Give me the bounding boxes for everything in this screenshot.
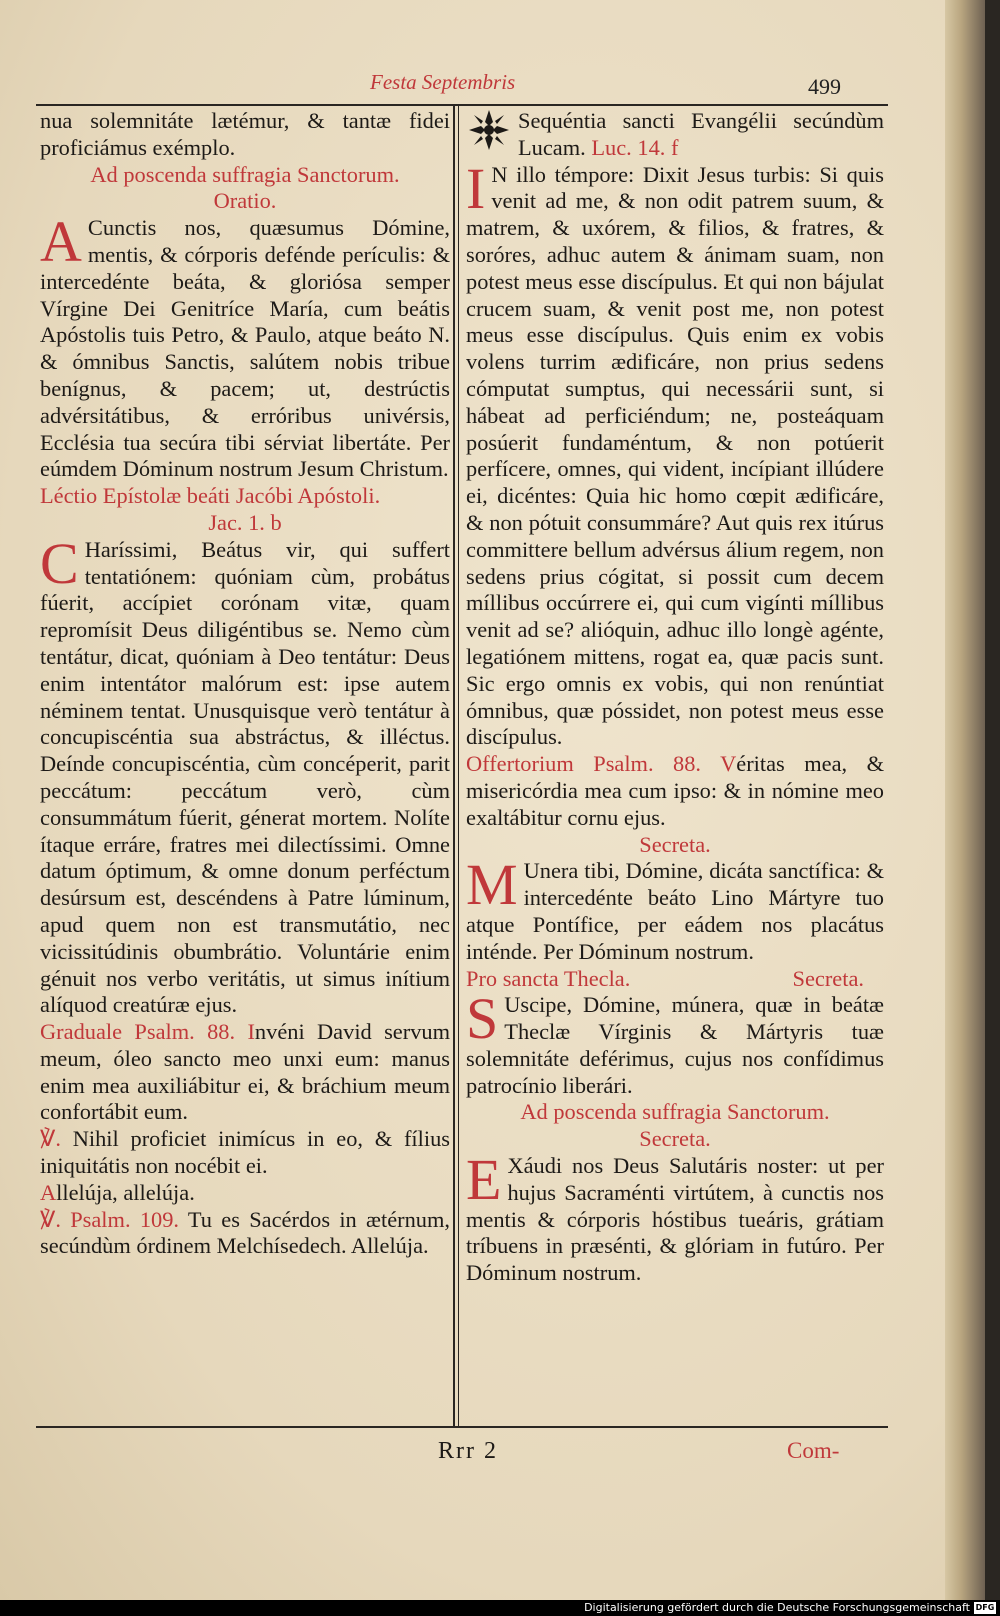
graduale-text: nvéni David servum meum, óleo sancto meo unxi eum: manus enim mea auxiliábitur ei, & bráchium meum confortábit eum.	[40, 1019, 451, 1125]
alleluia-initial: A	[40, 1179, 57, 1205]
page-edge	[945, 0, 985, 1600]
alleluia-text: llelúja, allelúja.	[56, 1179, 195, 1205]
suffrage-heading-right: Ad poscenda suffragia Sanctorum.	[520, 1099, 830, 1125]
versicle-1	[40, 1126, 450, 1180]
gospel-reference: Luc. 14. f	[591, 134, 679, 160]
versicle-1-text: Nihil proficiet inimícus in eo, & fílius iniquitátis non nocébit ei.	[40, 1126, 450, 1179]
offertorium-label: Offertorium Psalm. 88.	[466, 751, 702, 777]
drop-cap-i: I	[466, 155, 486, 221]
drop-cap-m: M	[466, 852, 518, 918]
right-column	[466, 108, 884, 1287]
top-rule	[36, 104, 888, 106]
graduale-label: Graduale Psalm. 88.	[40, 1019, 236, 1045]
drop-cap-e: E	[466, 1147, 502, 1213]
running-title: Festa Septembris	[370, 70, 516, 94]
offertorium-text: éritas mea, & misericórdia mea cum ipso: & in nómine meo exaltábitur cornu ejus.	[466, 751, 884, 830]
offertorium	[466, 751, 884, 831]
gospel-body: N illo témpore: Dixit Jesus turbis: Si quis venit ad me, & non odit patrem suum, & matrem, & uxórem, & filios, & fratres, & soróres, adhuc autem & ánimam suam, non potest meus esse discípulus. Et qui non bájulat crucem suam, & venit post me, non potest meus esse discípulus. Quis enim ex vobis volens turrim ædificáre, non prius sedens cómputat sumptus, qui necessárii sunt, si hábeat ad perficiéndum; ne, posteáquam posúerit fundaméntum, & non potúerit perfícere, omnes, qui vident, incípiant illúdere ei, dicéntes: Quia hic homo cœpit ædificáre, & non pótuit consummáre? Aut quis rex itúrus committere bellum advérsus álium regem, non sedens prius cógitat, si possit cum decem míllibus occúrrere ei, qui cum vigínti míllibus venit ad se? alióquin, adhuc illo longè agénte, legatiónem mittens, rogat ea, quæ pacis sunt. Sic ergo omnis ex vobis, qui non renúntiat ómnibus, quæ póssidet, non potest meus esse discípulus.	[466, 161, 884, 750]
versicle-1-label: ℣.	[40, 1126, 61, 1152]
secreta-3-text	[466, 1147, 884, 1287]
secreta-2-body: Uscipe, Dómine, múnera, quæ in beátæ Theclæ Vírginis & Mártyris tuæ solemnitáte deférimus, cujus nos confídimus patrocínio liberári.	[466, 992, 884, 1098]
column-divider	[453, 104, 455, 1428]
lectio-body: Haríssimi, Beátus vir, qui suffert tentatiónem: quóniam cùm, probátus fúerit, accípiet corónam vitæ, quam repromísit Deus diligéntibus se. Nemo cùm tentátur, dicat, quóniam à Deo tentátur: Deus enim intentátor malórum est: ipse autem néminem tentat. Unusquisque verò tentátur à concupiscéntia sua abstráctus, & illéctus. Deínde concupiscéntia, cùm concéperit, parit peccátum: peccátum verò, cùm consummátum fúerit, génerat mortem. Nolíte ítaque erráre, fratres mei dilectíssimi. Omne datum óptimum, & omne donum perféctum desúrsum est, descéndens à Patre lúminum, apud quem non est transmutátio, nec vicissitúdinis obumbrátio. Voluntárie enim génuit nos verbo veritátis, ut simus inítium alíquod creatúræ ejus.	[40, 536, 450, 1018]
secreta-1-text	[466, 852, 884, 965]
catchword: Com-	[787, 1438, 840, 1463]
oratio-heading: Oratio.	[213, 188, 277, 214]
digitization-credit: Digitalisierung gefördert durch die Deutsche Forschungsgemeinschaft	[584, 1601, 970, 1614]
alleluia	[40, 1180, 450, 1207]
graduale	[40, 1019, 450, 1126]
secreta-heading-2: Secreta.	[792, 965, 864, 991]
secreta-heading-1: Secreta.	[639, 831, 711, 857]
gospel-text	[466, 155, 884, 752]
continued-text: nua solemnitáte lætémur, & tantæ fidei proficiámus exémplo.	[40, 108, 450, 160]
secreta-2-text	[466, 986, 884, 1099]
lectio-heading: Léctio Epístolæ beáti Jacóbi Apóstoli.	[40, 483, 381, 509]
gospel-heading	[466, 108, 884, 162]
signature-mark: Rrr 2	[438, 1438, 498, 1464]
thecla-heading: Pro sancta Thecla.	[466, 965, 631, 991]
drop-cap-s: S	[466, 986, 499, 1052]
oratio-text	[40, 209, 450, 483]
drop-cap-c: C	[40, 530, 79, 596]
graduale-initial: I	[247, 1019, 255, 1045]
versicle-2-label: ℣. Psalm. 109.	[40, 1206, 180, 1232]
page-number: 499	[808, 74, 841, 99]
offertorium-initial: V	[720, 751, 737, 777]
left-column	[40, 108, 450, 1260]
versicle-2	[40, 1207, 450, 1261]
secreta-heading-3: Secreta.	[639, 1126, 711, 1152]
ornament-icon	[466, 108, 512, 152]
oratio-body: Cunctis nos, quæsumus Dómine, mentis, & córporis defénde perículis: & intercedénte beáta, & gloriósa semper Vírgine Dei Genitríce María, cum beátis Apóstolis tuis Petro, & Paulo, atque beáto N. & ómnibus Sanctis, salútem nobis tribue benígnus, & pacem; ut, destrúctis advérsitátibus, & erróribus univérsis, Ecclésia tua secúra tibi sérviat libertáte. Per eúmdem Dóminum nostrum Jesum Christum.	[40, 215, 450, 482]
thecla-line	[466, 966, 884, 993]
secreta-3-body: Xáudi nos Deus Salutáris noster: ut per hujus Sacraménti virtútem, à cunctis nos mentis & córporis hóstibus tueáris, grátiam tríbuens in præsénti, & glóriam in futúro. Per Dóminum nostrum.	[466, 1153, 884, 1286]
drop-cap-a: A	[40, 209, 82, 275]
column-divider-inner	[458, 104, 459, 1428]
lectio-reference: Jac. 1. b	[208, 509, 282, 535]
secreta-1-body: Unera tibi, Dómine, dicáta sanctífica: & intercedénte beáto Lino Mártyre tuo atque Pontífice, per eádem nos placátus inténde. Per Dóminum nostrum.	[466, 858, 884, 964]
gospel-title: Sequéntia sancti Evangélii secúndùm Lucam.	[518, 108, 884, 160]
versicle-2-text: Tu es Sacérdos in ætérnum, secúndùm órdinem Melchísedech. Allelúja.	[40, 1206, 450, 1259]
bottom-rule	[36, 1426, 888, 1428]
suffrage-heading: Ad poscenda suffragia Sanctorum.	[90, 161, 400, 187]
dfg-logo-icon: DFG	[975, 1603, 995, 1612]
lectio-text	[40, 530, 450, 1019]
